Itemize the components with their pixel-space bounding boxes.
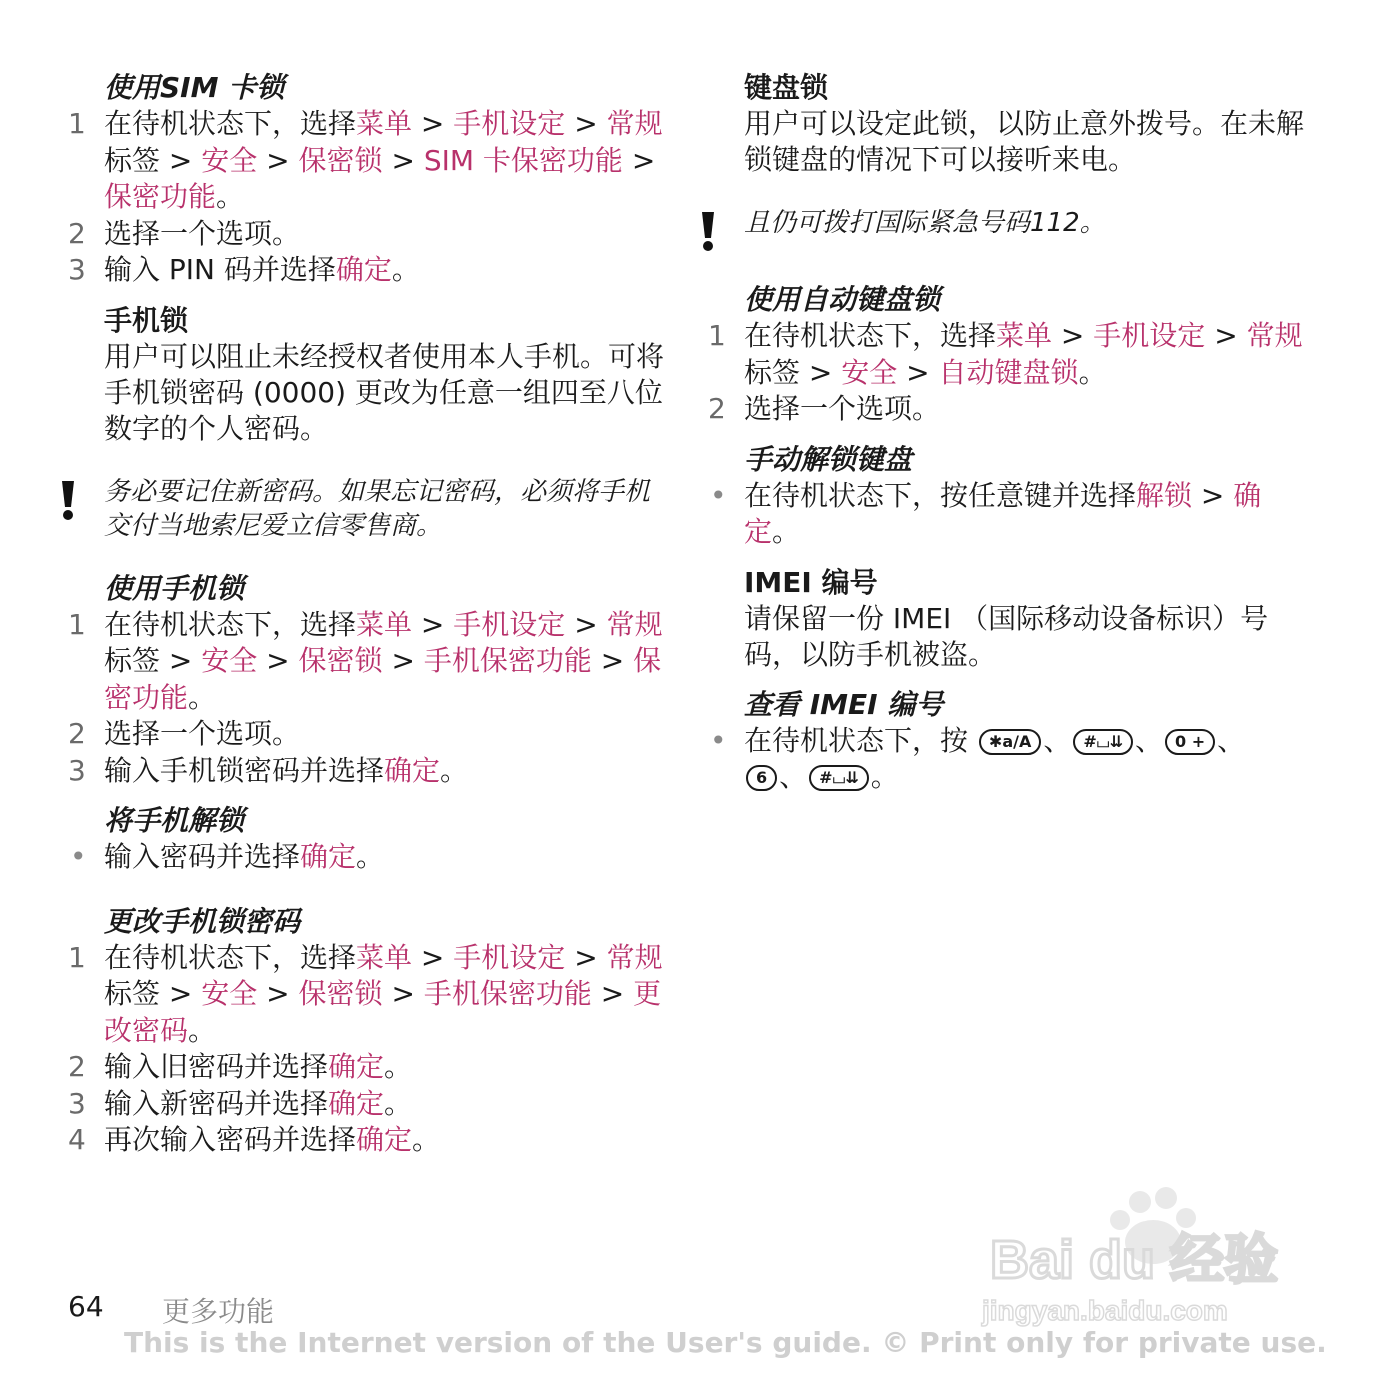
step-text: 输入 PIN 码并选择 xyxy=(104,253,336,286)
end-mark: 。 xyxy=(870,760,899,793)
paragraph: 请保留一份 IMEI （国际移动设备标识）号码，以防手机被盗。 xyxy=(744,601,1269,671)
menu-path-link: 手机设定 xyxy=(1093,319,1206,352)
menu-path-link: 保密功能 xyxy=(104,644,662,714)
step-text: 在待机状态下，选择 xyxy=(104,607,357,641)
section-title-keypad-lock: 键盘锁 xyxy=(744,71,829,104)
step-text: 。 xyxy=(188,680,217,714)
list-item xyxy=(68,1086,664,1123)
menu-path-link: SIM 卡保密功能 xyxy=(423,143,623,177)
hash-key-icon: #⌴⇊ xyxy=(809,765,869,791)
step-number: 2 xyxy=(68,216,86,250)
warning-note xyxy=(104,475,664,543)
watermark-brand: Bai du 经验 xyxy=(990,1230,1279,1290)
step-text: 在待机状态下，按任意键并选择 xyxy=(744,478,1137,512)
menu-path-link: 安全 xyxy=(201,143,258,177)
step-number: 1 xyxy=(68,940,86,974)
step-text: 输入密码并选择 xyxy=(104,840,301,873)
paragraph: 用户可以设定此锁，以防止意外拨号。在未解锁键盘的情况下可以接听来电。 xyxy=(744,107,1305,176)
step-text: > xyxy=(565,940,607,974)
six-key-icon: 6 xyxy=(746,765,777,791)
section-name: 更多功能 xyxy=(162,1295,275,1328)
step-text: 。 xyxy=(412,1123,441,1156)
step-text: 选择一个选项。 xyxy=(104,216,301,250)
warning-note xyxy=(744,206,1304,240)
list-item xyxy=(710,478,1304,551)
page-footer xyxy=(68,1290,275,1328)
bullet: • xyxy=(710,478,727,512)
menu-path-link: 安全 xyxy=(201,977,258,1010)
step-text: > xyxy=(897,355,939,389)
page-number: 64 xyxy=(68,1290,104,1323)
bullet: • xyxy=(70,840,87,873)
menu-path-link: 手机设定 xyxy=(453,940,566,974)
separator: 、 xyxy=(779,760,808,793)
steps-list xyxy=(68,106,664,289)
step-text: 选择一个选项。 xyxy=(104,717,301,750)
menu-path-link: 手机设定 xyxy=(453,607,566,641)
exclamation-icon xyxy=(60,479,76,521)
step-text: > xyxy=(382,644,424,677)
step-text: > xyxy=(412,107,454,140)
menu-path-link: 保密锁 xyxy=(298,644,383,677)
section-title-use-phone-lock: 使用手机锁 xyxy=(104,571,245,605)
step-text: > xyxy=(257,977,299,1010)
menu-path-link: 手机设定 xyxy=(453,107,566,140)
disclaimer: This is the Internet version of the User's guide. © Print only for private use. xyxy=(124,1326,1327,1359)
menu-path-link: 更改密码 xyxy=(104,977,662,1047)
steps-list xyxy=(708,318,1304,428)
watermark-url: jingyan.baidu.com xyxy=(982,1295,1228,1326)
menu-path-link: 手机保密功能 xyxy=(423,644,592,677)
step-text: > xyxy=(565,107,607,140)
step-text: 。 xyxy=(356,840,385,873)
menu-path-link: 菜单 xyxy=(996,319,1053,352)
step-number: 2 xyxy=(708,392,726,425)
section-title-view-imei: 查看 IMEI 编号 xyxy=(744,687,944,721)
list-item xyxy=(708,318,1304,391)
list-item xyxy=(68,1049,664,1086)
menu-path-link: 保密功能 xyxy=(104,180,217,213)
section-title-auto-keylock: 使用自动键盘锁 xyxy=(744,283,941,316)
step-text: > xyxy=(622,143,656,177)
separator: 、 xyxy=(1043,723,1072,757)
step-number: 3 xyxy=(68,753,86,787)
menu-path-link: 菜单 xyxy=(356,107,413,140)
step-number: 2 xyxy=(68,717,86,750)
section-title-change-code: 更改手机锁密码 xyxy=(104,904,301,938)
step-text: 输入旧密码并选择 xyxy=(104,1050,329,1083)
steps-list xyxy=(710,723,1304,796)
step-text: 标签 > xyxy=(104,644,202,677)
step-text: > xyxy=(412,940,454,974)
step-number: 4 xyxy=(68,1123,86,1156)
step-text: > xyxy=(565,607,607,641)
menu-path-link: 确定 xyxy=(300,840,357,873)
menu-path-link: 确定 xyxy=(384,753,441,787)
list-item xyxy=(68,252,664,289)
section-title-sim-lock: 使用SIM 卡锁 xyxy=(104,71,285,104)
step-number: 3 xyxy=(68,253,86,286)
step-text: > xyxy=(591,644,634,677)
menu-path-link: 常规 xyxy=(606,607,663,641)
menu-path-link: 安全 xyxy=(841,355,898,389)
step-text: > xyxy=(382,143,424,177)
step-text: 在待机状态下，选择 xyxy=(104,940,357,974)
list-item xyxy=(68,1122,664,1159)
note-text: 且仍可拨打国际紧急号码112。 xyxy=(744,208,1106,238)
list-item xyxy=(68,753,664,790)
step-text: 。 xyxy=(1078,355,1107,389)
step-number: 1 xyxy=(708,319,726,352)
step-text: 。 xyxy=(391,253,420,286)
step-text: 输入新密码并选择 xyxy=(104,1086,329,1120)
zero-key-icon: 0 + xyxy=(1165,729,1215,755)
menu-path-link: 常规 xyxy=(606,940,663,974)
steps-list xyxy=(68,607,664,790)
list-item xyxy=(68,716,664,753)
step-text: > xyxy=(1205,319,1247,352)
menu-path-link: 手机保密功能 xyxy=(423,977,592,1010)
step-text: > xyxy=(257,143,299,177)
step-text: 选择一个选项。 xyxy=(744,392,941,425)
section-title-unlock-phone: 将手机解锁 xyxy=(104,804,245,837)
menu-path-link: 菜单 xyxy=(356,940,413,974)
menu-path-link: 确定 xyxy=(328,1050,385,1083)
menu-path-link: 确定 xyxy=(744,478,1262,548)
menu-path-link: 解锁 xyxy=(1136,478,1193,512)
step-number: 2 xyxy=(68,1050,86,1083)
baidu-jingyan-watermark xyxy=(980,1180,1310,1330)
step-number: 1 xyxy=(68,107,86,140)
separator: 、 xyxy=(1134,723,1163,757)
steps-list xyxy=(710,478,1304,551)
bullet: • xyxy=(710,723,727,757)
step-text: > xyxy=(382,977,424,1010)
menu-path-link: 安全 xyxy=(201,644,258,677)
star-key-icon: ✱a/A xyxy=(979,729,1041,755)
list-item xyxy=(708,391,1304,428)
step-text: 在待机状态下，选择 xyxy=(744,319,997,352)
note-text: 务必要记住新密码。如果忘记密码，必须将手机交付当地索尼爱立信零售商。 xyxy=(104,476,651,541)
menu-path-link: 菜单 xyxy=(356,607,413,641)
step-number: 1 xyxy=(68,607,86,641)
steps-list xyxy=(68,940,664,1159)
hash-key-icon: #⌴⇊ xyxy=(1073,729,1133,755)
exclamation-icon xyxy=(700,210,716,252)
list-item xyxy=(68,106,664,216)
paragraph: 用户可以阻止未经授权者使用本人手机。可将手机锁密码 (0000) 更改为任意一组四至八位数字的个人密码。 xyxy=(104,339,665,445)
step-text: 。 xyxy=(440,753,469,787)
separator: 、 xyxy=(1217,723,1246,757)
right-column xyxy=(708,70,1305,796)
menu-path-link: 保密锁 xyxy=(298,977,383,1010)
step-text: 标签 > xyxy=(104,143,202,177)
menu-path-link: 常规 xyxy=(1246,319,1303,352)
step-text: 。 xyxy=(772,515,801,548)
steps-list xyxy=(70,839,664,876)
step-text: 标签 > xyxy=(104,977,202,1010)
left-column xyxy=(68,70,665,1159)
step-text: > xyxy=(591,977,634,1010)
menu-path-link: 保密锁 xyxy=(298,143,383,177)
menu-path-link: 常规 xyxy=(606,107,663,140)
menu-path-link: 确定 xyxy=(356,1123,413,1156)
step-text: 在待机状态下，选择 xyxy=(104,107,357,140)
menu-path-link: 确定 xyxy=(328,1086,385,1120)
step-text: 在待机状态下，按 xyxy=(744,723,977,757)
list-item xyxy=(710,723,1304,796)
step-text: > xyxy=(257,644,299,677)
step-text: 。 xyxy=(384,1050,413,1083)
list-item xyxy=(70,839,664,876)
step-text: > xyxy=(1052,319,1094,352)
list-item xyxy=(68,216,664,253)
step-text: 输入手机锁密码并选择 xyxy=(104,753,385,787)
section-title-manual-unlock: 手动解锁键盘 xyxy=(744,442,913,476)
step-text: 。 xyxy=(216,180,245,213)
list-item xyxy=(68,607,664,717)
step-text: 标签 > xyxy=(744,355,842,389)
menu-path-link: 自动键盘锁 xyxy=(938,355,1079,389)
section-title-phone-lock: 手机锁 xyxy=(104,303,189,337)
section-title-imei: IMEI 编号 xyxy=(744,565,878,599)
step-number: 3 xyxy=(68,1086,86,1120)
step-text: 再次输入密码并选择 xyxy=(104,1123,357,1156)
step-text: 。 xyxy=(188,1013,217,1047)
step-text: 。 xyxy=(384,1086,413,1120)
step-text: > xyxy=(1192,478,1234,512)
list-item xyxy=(68,940,664,1050)
menu-path-link: 确定 xyxy=(335,253,392,286)
step-text: > xyxy=(412,607,454,641)
